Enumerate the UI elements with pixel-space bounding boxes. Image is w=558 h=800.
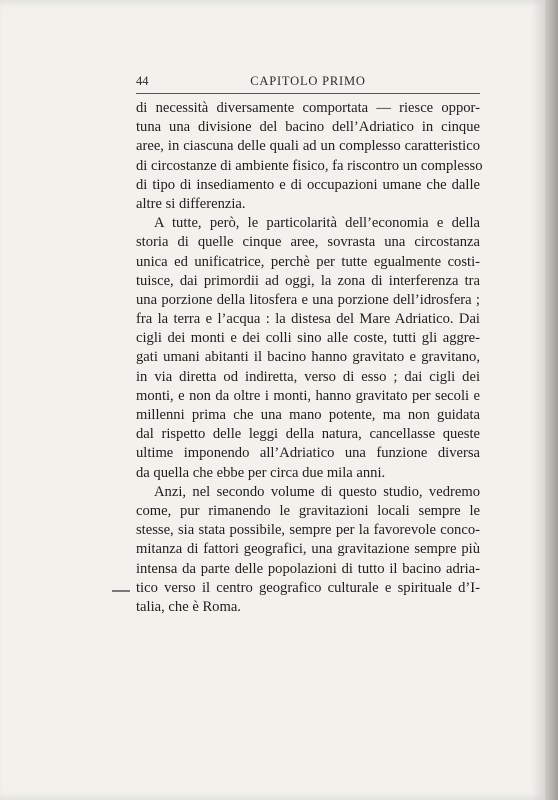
paragraph (136, 214, 480, 483)
text-line: da quella che ebbe per circa due mila anni. (136, 464, 386, 481)
text-line: dal rispetto delle leggi della natura, cancellasse queste (136, 426, 480, 443)
text-line: una porzione della litosfera e una porzione dell’idrosfera ; (136, 291, 480, 308)
text-line: aree, in ciascuna delle quali ad un complesso caratteristico (136, 138, 480, 155)
text-line: come, pur rimanendo le gravitazioni locali sempre le (136, 502, 480, 519)
page-header (136, 73, 480, 94)
book-spine (545, 0, 558, 800)
margin-mark (112, 590, 130, 592)
page-number: 44 (136, 74, 149, 88)
text-line: tico verso il centro geografico culturale e spirituale d’I- (136, 579, 480, 596)
text-line: ultime imponendo all’Adriatico una funzione diversa (136, 445, 480, 462)
text-line: fra la terra e l’acqua : la distesa del Mare Adriatico. Dai (136, 311, 480, 328)
text-line: talia, che è Roma. (136, 598, 241, 615)
text-line: millenni prima che una mano potente, ma non guidata (136, 407, 480, 423)
text-line: A tutte, però, le particolarità dell’economia e della (154, 215, 480, 232)
body-text (136, 99, 483, 617)
text-line: di tipo di insediamento e di occupazioni umane che dalle (136, 176, 480, 193)
text-line: tuisce, dai primordii ad oggi, la zona di interferenza tra (136, 272, 480, 289)
text-line: storia di quelle cinque aree, sovrasta una circostanza (136, 234, 480, 251)
text-line: intensa da parte delle popolazioni di tutto il bacino adria- (136, 560, 480, 577)
running-head: CAPITOLO PRIMO (250, 74, 366, 88)
paragraph (136, 483, 480, 617)
text-line: altre si differenzia. (136, 195, 246, 212)
text-line: mitanza di fattori geografici, una gravitazione sempre più (136, 541, 480, 558)
text-line: di necessità diversamente comportata — riesce oppor- (136, 100, 480, 116)
text-line: di circostanze di ambiente fisico, fa riscontro un complesso (136, 157, 483, 174)
text-line: monti, e non da oltre i monti, hanno gravitato per secoli e (136, 387, 480, 404)
text-line: tuna una divisione del bacino dell’Adriatico in cinque (136, 119, 480, 136)
text-line: unica ed unificatrice, perchè per tutte egualmente costi- (136, 253, 480, 270)
text-line: Anzi, nel secondo volume di questo studio, vedremo (154, 483, 480, 500)
text-line: cigli dei monti e dei colli sino alle coste, tutti gli aggre- (136, 330, 480, 347)
text-line: stesse, sia stata possibile, sempre per la favorevole conco- (136, 522, 480, 539)
text-line: gati umani abitanti il bacino hanno gravitato e gravitano, (136, 349, 480, 366)
paragraph (136, 99, 483, 214)
text-line: in via diretta od indiretta, verso di esso ; dai cigli dei (136, 368, 480, 385)
